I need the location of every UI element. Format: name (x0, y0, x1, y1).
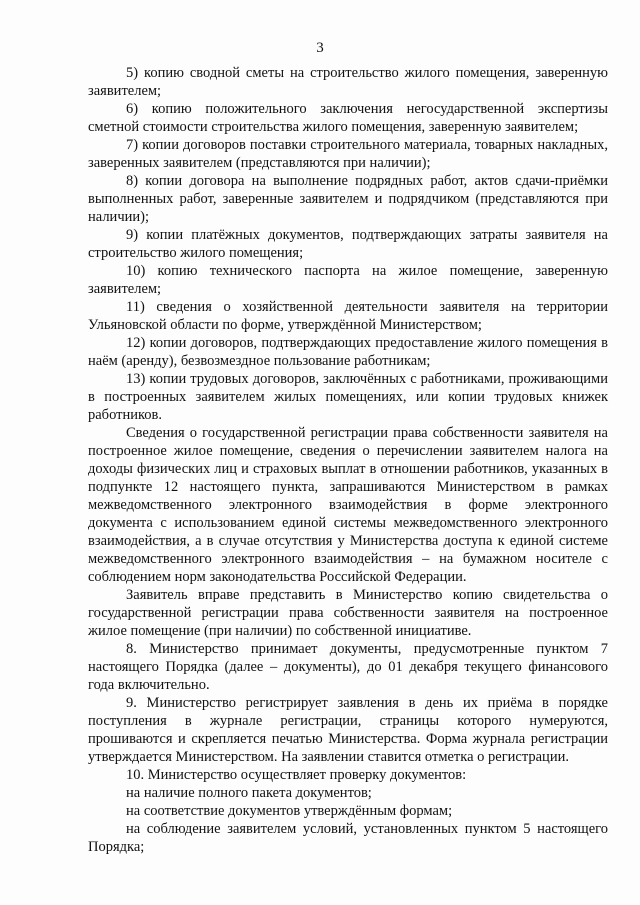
paragraph-item-7: 7) копии договоров поставки строительного материала, товарных накладных, заверенных заявителем (представляются при наличии); (88, 137, 608, 171)
document-body (88, 64, 608, 856)
paragraph-check-completeness: на наличие полного пакета документов; (126, 785, 372, 801)
paragraph-item-5: 5) копию сводной сметы на строительство жилого помещения, заверенную заявителем; (88, 65, 608, 99)
paragraph-check-conditions: на соблюдение заявителем условий, установленных пунктом 5 настоящего Порядка; (88, 821, 608, 855)
paragraph-item-12: 12) копии договоров, подтверждающих предоставление жилого помещения в наём (аренду), безвозмездное пользование работникам; (88, 335, 608, 369)
paragraph-clause-9: 9. Министерство регистрирует заявления в день их приёма в порядке поступления в журнале регистрации, страницы которого нумеруются, прошиваются и скрепляется печатью Министерства. Форма журнала регистрации утверждается Министерством. На заявлении ставится отметка о регистрации. (88, 695, 608, 765)
paragraph-item-6: 6) копию положительного заключения негосударственной экспертизы сметной стоимости строительства жилого помещения, заверенную заявителем; (88, 101, 608, 135)
paragraph-item-11: 11) сведения о хозяйственной деятельности заявителя на территории Ульяновской области по форме, утверждённой Министерством; (88, 299, 608, 333)
paragraph-clause-8: 8. Министерство принимает документы, предусмотренные пунктом 7 настоящего Порядка (далее – документы), до 01 декабря текущего финансового года включительно. (88, 641, 608, 693)
paragraph-item-9: 9) копии платёжных документов, подтверждающих затраты заявителя на строительство жилого помещения; (88, 227, 608, 261)
page-number: 3 (316, 40, 324, 56)
paragraph-item-13: 13) копии трудовых договоров, заключённых с работниками, проживающими в построенных заявителем жилых помещениях, или копии трудовых книжек работников. (88, 371, 608, 423)
paragraph-applicant-right: Заявитель вправе представить в Министерство копию свидетельства о государственной регистрации права собственности заявителя на построенное жилое помещение (при наличии) по собственной инициативе. (88, 587, 608, 639)
paragraph-item-10: 10) копию технического паспорта на жилое помещение, заверенную заявителем; (88, 263, 608, 297)
paragraph-clause-10: 10. Министерство осуществляет проверку документов: (126, 767, 467, 783)
paragraph-registration-info: Сведения о государственной регистрации права собственности заявителя на построенное жилое помещение, сведения о перечислении заявителем налога на доходы физических лиц и страховых выплат в отношении работников, указанных в подпункте 12 настоящего пункта, запрашиваются Министерством в рамках межведомственного электронного взаимодействия в форме электронного документа с использованием единой системы межведомственного электронного взаимодействия, а в случае отсутствия у Министерства доступа к единой системе межведомственного электронного взаимодействия – на бумажном носителе с соблюдением норм законодательства Российской Федерации. (88, 425, 608, 585)
paragraph-check-forms: на соответствие документов утверждённым формам; (126, 803, 453, 819)
paragraph-item-8: 8) копии договора на выполнение подрядных работ, актов сдачи-приёмки выполненных работ, заверенные заявителем и подрядчиком (представляются при наличии); (88, 173, 608, 225)
